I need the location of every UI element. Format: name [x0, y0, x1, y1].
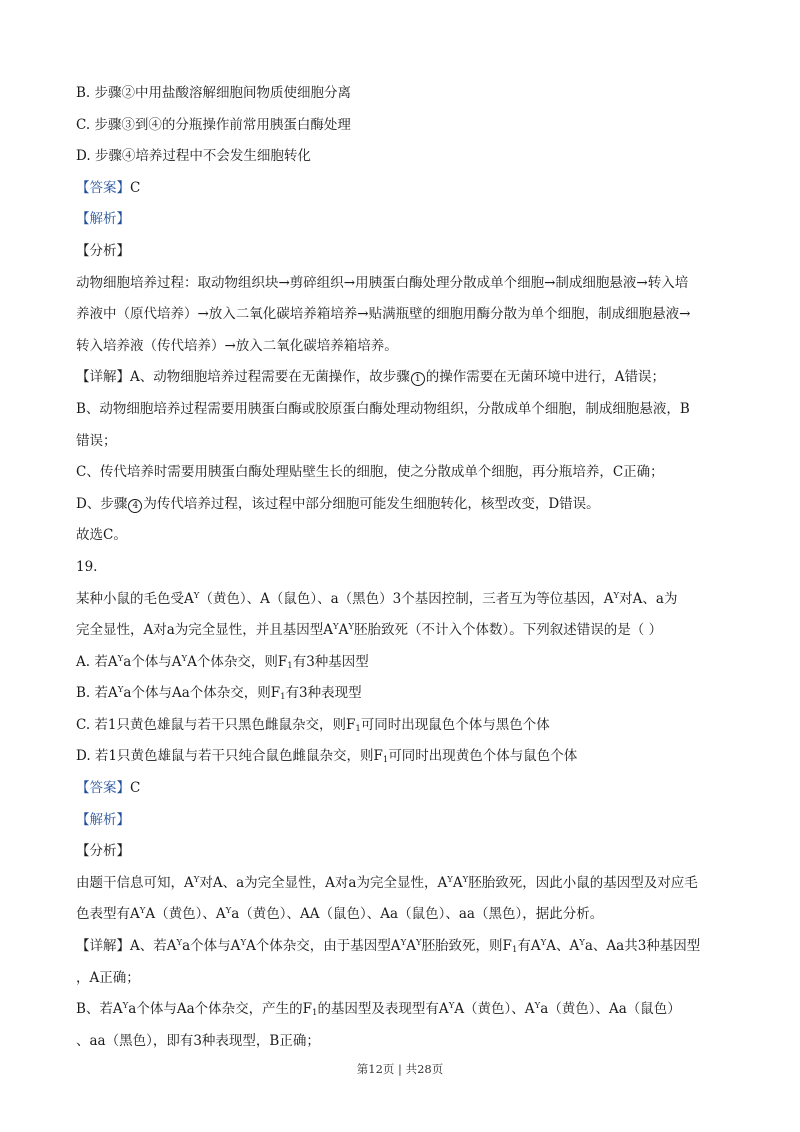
q18-fenxi-line-2: 养液中（原代培养）→放入二氧化碳培养箱培养→贴满瓶壁的细胞用酶分散为单个细胞，制成细胞悬液→: [76, 306, 691, 323]
detail-d-text: D、步骤: [76, 495, 128, 512]
q19-option-a: A. 若$A^Ya$个体与$A^YA$个体杂交，则$F_1$有3种基因型: [76, 653, 369, 671]
circled-number: 1: [411, 372, 425, 386]
q18-fenxi-line-3: 转入培养液（传代培养）→放入二氧化碳培养箱培养。: [76, 337, 398, 354]
detail-a-text: A、动物细胞培养过程需要在无菌操作，故步骤: [130, 369, 410, 386]
q19-detail-b-2: 、aa（黑色），即有3种表现型，B正确；: [76, 1032, 320, 1049]
q18-detail-a: [76, 364, 728, 396]
q18-fenxi-line-1: 动物细胞培养过程：取动物组织块→剪碎组织→用胰蛋白酶处理分散成单个细胞→制成细胞悬液→转入培: [76, 274, 689, 291]
q19-fenxi-line-1: 由题干信息可知，$A^Y$对A、a为完全显性，A对a为完全显性，$A^YA^Y$胚胎致死，因此小鼠的基因型及对应毛: [76, 874, 698, 891]
q19-number: 19.: [76, 558, 98, 575]
q18-option-d: D. 步骤④培养过程中不会发生细胞转化: [76, 148, 311, 165]
detail-label: 【详解】: [76, 938, 130, 955]
detail-d-text-2: 为传代培养过程，该过程中部分细胞可能发生细胞转化，核型改变，D错误。: [143, 495, 600, 512]
q18-fenxi-label: 【分析】: [76, 242, 130, 259]
q18-option-c: C. 步骤③到④的分瓶操作前常用胰蛋白酶处理: [76, 116, 351, 133]
answer-label: 【答案】: [76, 179, 130, 196]
answer-value: C: [130, 780, 141, 797]
detail-label: 【详解】: [76, 369, 130, 386]
q18-option-b: B. 步骤②中用盐酸溶解细胞间物质使细胞分离: [76, 85, 352, 101]
answer-label: 【答案】: [76, 780, 130, 797]
q19-option-b: B. 若$A^Ya$个体与Aa个体杂交，则$F_1$有3种表现型: [76, 685, 362, 703]
q19-fenxi-label: 【分析】: [76, 843, 130, 860]
q19-stem-line-1: 某种小鼠的毛色受$A^Y$（黄色）、A（鼠色）、a（黑色）3个基因控制，三者互为等位基因，$A^Y$对A、a为: [76, 590, 678, 607]
answer-value: C: [130, 179, 141, 196]
q19-detail-a-2: ，A正确；: [76, 969, 140, 986]
q18-detail-b-1: B、动物细胞培养过程需要用胰蛋白酶或胶原蛋白酶处理动物组织，分散成单个细胞，制成细胞悬液，B: [76, 400, 690, 417]
q19-detail-b-1: B、若$A^Ya$个体与Aa个体杂交，产生的$F_1$的基因型及表现型有$A^YA$（黄色）、$A^Ya$（黄色）、Aa（鼠色）: [76, 1001, 681, 1019]
q18-conclusion: 故选C。: [76, 527, 127, 544]
document-page: [76, 80, 728, 1059]
q19-option-d: D. 若1只黄色雄鼠与若干只纯合鼠色雌鼠杂交，则$F_1$可同时出现黄色个体与鼠色个体: [76, 748, 578, 766]
q19-detail-a-1: 【详解】A、若$A^Ya$个体与$A^YA$个体杂交，由于基因型$A^YA^Y$胚胎致死，则$F_1$有$A^YA$、$A^Ya$、Aa共3种基因型: [76, 938, 701, 956]
q19-fenxi-line-2: 色表型有$A^YA$（黄色）、$A^Ya$（黄色）、AA（鼠色）、Aa（鼠色）、aa（黑色），据此分析。: [76, 906, 604, 923]
q19-answer: [76, 775, 728, 807]
q19-option-c: C. 若1只黄色雄鼠与若干只黑色雌鼠杂交，则$F_1$可同时出现鼠色个体与黑色个体: [76, 716, 550, 734]
q18-jiexi-label: 【解析】: [76, 211, 130, 228]
page-footer: 第12页 | 共28页: [356, 1062, 444, 1076]
q19-jiexi-label: 【解析】: [76, 811, 130, 828]
detail-a-text-2: 的操作需要在无菌环境中进行，A错误；: [425, 369, 665, 386]
q18-answer: [76, 175, 728, 207]
q19-stem-line-2: 完全显性，A对a为完全显性，并且基因型$A^YA^Y$胚胎致死（不计入个体数）。下列叙述错误的是（ ）: [76, 622, 663, 639]
circled-number: 4: [128, 499, 142, 513]
q18-detail-b-2: 错误；: [76, 432, 117, 449]
q18-detail-d: [76, 491, 728, 523]
q18-detail-c: C、传代培养时需要用胰蛋白酶处理贴壁生长的细胞，使之分散成单个细胞，再分瓶培养，C正确；: [76, 464, 664, 481]
